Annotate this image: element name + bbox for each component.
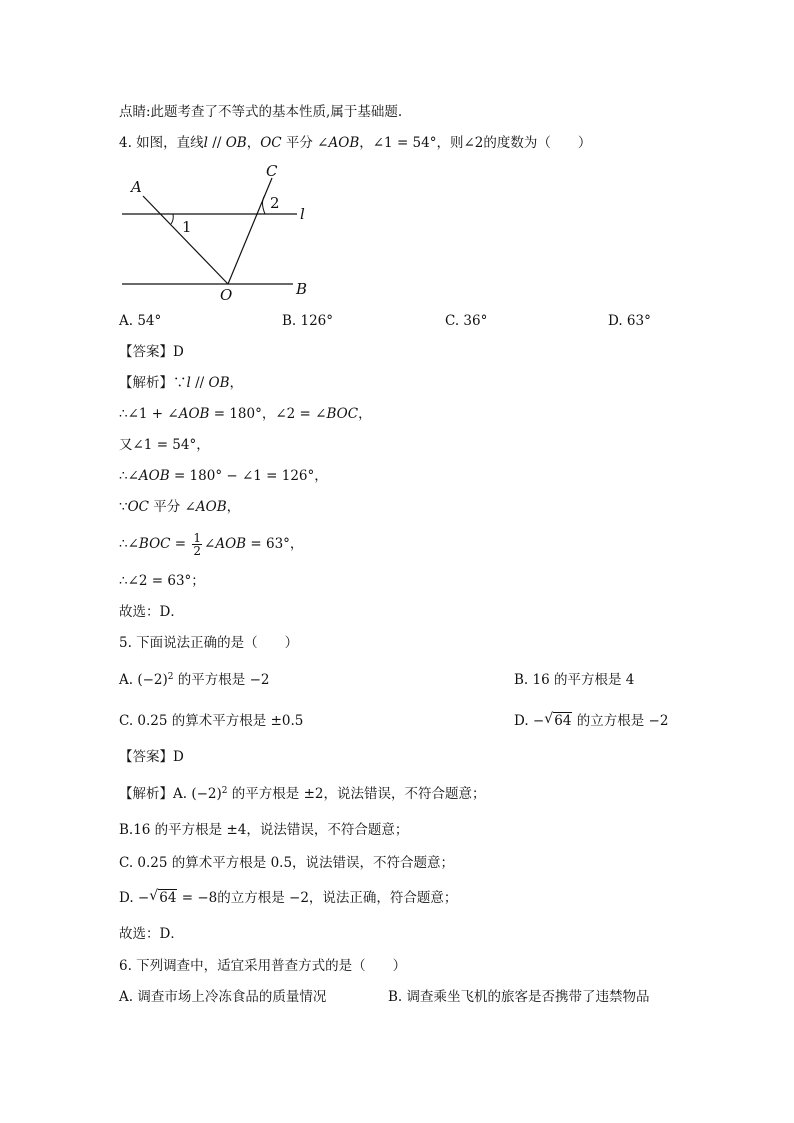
sqrt-64: √ 64	[544, 711, 572, 729]
solution-4-step-5: ∵OC 平分 ∠AOB，	[119, 499, 241, 515]
solution-4-step-7: ∴∠2 = 63°；	[119, 573, 205, 589]
label-o: O	[220, 286, 233, 304]
answer-4: 【答案】D	[119, 344, 184, 360]
q4-option-b: B. 126°	[282, 313, 334, 329]
solution-4-step-2: ∴∠1 + ∠AOB = 180°，∠2 = ∠BOC，	[119, 406, 372, 422]
fraction-one-half: $\frac{1}{2}$	[193, 531, 202, 558]
label-b: B	[296, 280, 308, 298]
q5-option-c: C. 0.25 的算术平方根是 ±0.5	[119, 713, 304, 729]
q5-option-b: B. 16 的平方根是 4	[514, 672, 635, 688]
question-6: 6. 下列调查中，适宜采用普查方式的是（ ）	[119, 958, 407, 974]
q4-option-d: D. 63°	[608, 313, 651, 329]
sqrt-64: √ 64	[149, 888, 177, 906]
label-1: 1	[182, 218, 192, 236]
answer-5: 【答案】D	[119, 749, 184, 765]
solution-4-conclusion: 故选：D．	[119, 604, 184, 620]
question-5: 5. 下面说法正确的是（ ）	[119, 635, 299, 651]
solution-4-step-1: 【解析】∵l // OB，	[119, 375, 244, 391]
label-a: A	[131, 178, 142, 196]
note-line: 点睛:此题考查了不等式的基本性质,属于基础题.	[119, 104, 403, 120]
question-4: 4. 如图，直线l // OB，OC 平分 ∠AOB，∠1 = 54°，则∠2的度数为（ ）	[119, 135, 592, 151]
q5-option-a: A. $(-2)^2$ 的平方根是 −2	[119, 672, 270, 688]
ray-oc	[228, 178, 272, 284]
angle-2-arc	[263, 195, 266, 214]
solution-4-step-6: ∴∠BOC = $\frac{1}{2}$ ∠AOB = 63°，	[119, 531, 304, 558]
ray-oa	[143, 196, 228, 284]
q4-option-c: C. 36°	[445, 313, 488, 329]
label-c: C	[266, 162, 278, 180]
q6-option-b: B. 调查乘坐飞机的旅客是否携带了违禁物品	[388, 989, 650, 1005]
q6-option-a: A. 调查市场上冷冻食品的质量情况	[119, 989, 327, 1005]
q4-option-a: A. 54°	[119, 313, 162, 329]
q5-option-d: D. − √ 64 的立方根是 −2	[514, 711, 669, 729]
angle-1-arc	[171, 214, 173, 224]
label-2: 2	[270, 194, 280, 212]
geometry-figure	[115, 158, 325, 306]
solution-4-step-3: 又∠1 = 54°，	[119, 437, 210, 453]
label-l: l	[300, 205, 305, 223]
solution-5-a: 【解析】A. $(-2)^2$ 的平方根是 ±2，说法错误，不符合题意；	[119, 786, 486, 802]
solution-5-b: B.16 的平方根是 ±4，说法错误，不符合题意；	[119, 822, 409, 838]
solution-5-d: D. − √ 64 = −8的立方根是 −2，说法正确，符合题意；	[119, 888, 458, 906]
solution-5-conclusion: 故选：D．	[119, 926, 184, 942]
solution-4-step-4: ∴∠AOB = 180° − ∠1 = 126°，	[119, 468, 328, 484]
solution-5-c: C. 0.25 的算术平方根是 0.5，说法错误，不符合题意；	[119, 855, 455, 871]
